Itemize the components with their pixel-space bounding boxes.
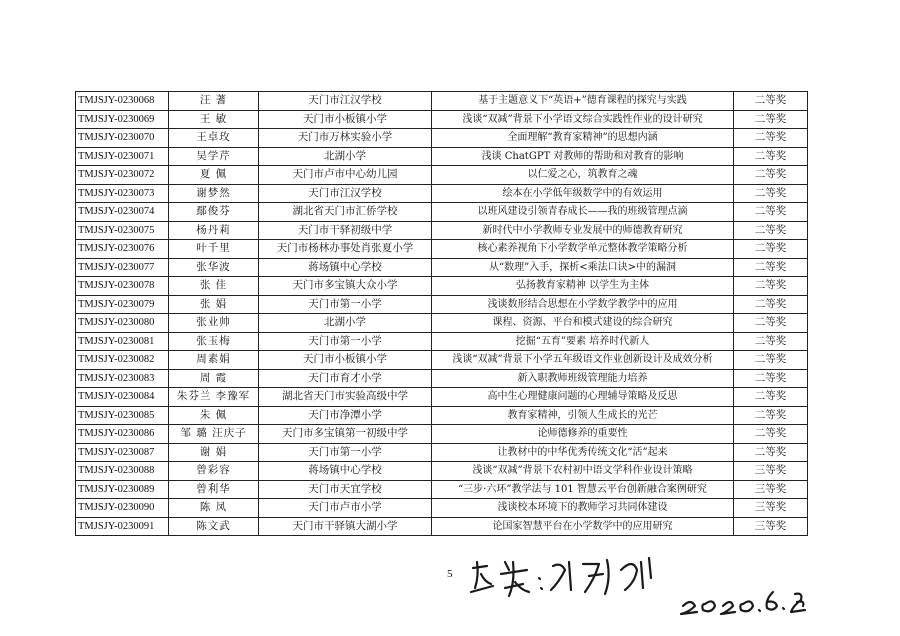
table-row xyxy=(76,425,808,444)
cell-paper-title: 浅谈数形结合思想在小学数学教学中的应用 xyxy=(432,295,734,314)
table-row xyxy=(76,480,808,499)
cell-author: 王卓玫 xyxy=(169,129,259,148)
cell-school: 天门市多宝镇大众小学 xyxy=(259,277,432,296)
award-table xyxy=(75,91,808,536)
cell-paper-title: 全面理解“教育家精神”的思想内涵 xyxy=(432,129,734,148)
cell-id: TMJSJY-0230076 xyxy=(76,240,169,259)
cell-id: TMJSJY-0230074 xyxy=(76,203,169,222)
cell-id: TMJSJY-0230085 xyxy=(76,406,169,425)
cell-award: 二等奖 xyxy=(734,92,808,111)
cell-paper-title: 浅谈 ChatGPT 对教师的帮助和对教育的影响 xyxy=(432,147,734,166)
cell-award: 二等奖 xyxy=(734,295,808,314)
cell-school: 天门市小板镇小学 xyxy=(259,351,432,370)
cell-author: 朱 佩 xyxy=(169,406,259,425)
cell-author: 谢 娟 xyxy=(169,443,259,462)
table-row xyxy=(76,351,808,370)
table-row xyxy=(76,221,808,240)
handwritten-signature xyxy=(465,548,815,620)
cell-award: 二等奖 xyxy=(734,203,808,222)
cell-id: TMJSJY-0230069 xyxy=(76,110,169,129)
cell-author: 王 敏 xyxy=(169,110,259,129)
table-row xyxy=(76,295,808,314)
cell-school: 天门市第一小学 xyxy=(259,332,432,351)
cell-school: 天门市第一小学 xyxy=(259,443,432,462)
table-row xyxy=(76,443,808,462)
cell-award: 二等奖 xyxy=(734,388,808,407)
cell-author: 朱芬兰 李豫军 xyxy=(169,388,259,407)
cell-id: TMJSJY-0230080 xyxy=(76,314,169,333)
cell-school: 天门市卢市中心幼儿园 xyxy=(259,166,432,185)
cell-author: 邹 璐 汪庆子 xyxy=(169,425,259,444)
cell-award: 二等奖 xyxy=(734,369,808,388)
cell-paper-title: 让教材中的中华优秀传统文化“活”起来 xyxy=(432,443,734,462)
cell-paper-title: 挖掘“五育”要素 培养时代新人 xyxy=(432,332,734,351)
cell-award: 二等奖 xyxy=(734,184,808,203)
cell-id: TMJSJY-0230087 xyxy=(76,443,169,462)
cell-award: 三等奖 xyxy=(734,517,808,536)
cell-school: 北湖小学 xyxy=(259,147,432,166)
cell-school: 天门市万林实验小学 xyxy=(259,129,432,148)
cell-id: TMJSJY-0230072 xyxy=(76,166,169,185)
table-row xyxy=(76,166,808,185)
cell-author: 曾利华 xyxy=(169,480,259,499)
cell-author: 陈文武 xyxy=(169,517,259,536)
cell-paper-title: 基于主题意义下“英语+”德育课程的探究与实践 xyxy=(432,92,734,111)
cell-id: TMJSJY-0230078 xyxy=(76,277,169,296)
cell-school: 湖北省天门市实验高级中学 xyxy=(259,388,432,407)
cell-school: 天门市净潭小学 xyxy=(259,406,432,425)
cell-school: 天门市小板镇小学 xyxy=(259,110,432,129)
cell-award: 二等奖 xyxy=(734,443,808,462)
cell-author: 夏 佩 xyxy=(169,166,259,185)
cell-id: TMJSJY-0230089 xyxy=(76,480,169,499)
cell-award: 三等奖 xyxy=(734,480,808,499)
cell-school: 天门市卢市小学 xyxy=(259,499,432,518)
cell-author: 张华波 xyxy=(169,258,259,277)
cell-id: TMJSJY-0230079 xyxy=(76,295,169,314)
award-table-body xyxy=(76,92,808,536)
table-row xyxy=(76,240,808,259)
cell-school: 湖北省天门市汇侨学校 xyxy=(259,203,432,222)
cell-author: 周素娟 xyxy=(169,351,259,370)
page-number: 5 xyxy=(447,568,453,580)
cell-award: 二等奖 xyxy=(734,258,808,277)
cell-id: TMJSJY-0230075 xyxy=(76,221,169,240)
table-row xyxy=(76,110,808,129)
cell-paper-title: 绘本在小学低年级数学中的有效运用 xyxy=(432,184,734,203)
cell-author: 曾彩容 xyxy=(169,462,259,481)
cell-award: 二等奖 xyxy=(734,406,808,425)
cell-author: 鄢俊芬 xyxy=(169,203,259,222)
cell-author: 杨丹莉 xyxy=(169,221,259,240)
cell-award: 三等奖 xyxy=(734,462,808,481)
cell-author: 陈 凤 xyxy=(169,499,259,518)
cell-paper-title: 从“数理”入手，探析<乘法口诀>中的漏洞 xyxy=(432,258,734,277)
cell-paper-title: 浅谈校本环境下的教师学习共同体建设 xyxy=(432,499,734,518)
cell-paper-title: 课程、资源、平台和模式建设的综合研究 xyxy=(432,314,734,333)
cell-paper-title: 以仁爱之心，筑教育之魂 xyxy=(432,166,734,185)
cell-paper-title: “三步·六环”教学法与 101 智慧云平台创新融合案例研究 xyxy=(432,480,734,499)
cell-award: 二等奖 xyxy=(734,425,808,444)
cell-award: 二等奖 xyxy=(734,277,808,296)
table-row xyxy=(76,184,808,203)
cell-author: 张 娟 xyxy=(169,295,259,314)
cell-paper-title: 论师德修养的重要性 xyxy=(432,425,734,444)
cell-id: TMJSJY-0230086 xyxy=(76,425,169,444)
cell-id: TMJSJY-0230084 xyxy=(76,388,169,407)
cell-school: 天门市江汉学校 xyxy=(259,184,432,203)
cell-award: 二等奖 xyxy=(734,129,808,148)
cell-author: 张 佳 xyxy=(169,277,259,296)
cell-paper-title: 高中生心理健康问题的心理辅导策略及反思 xyxy=(432,388,734,407)
cell-id: TMJSJY-0230077 xyxy=(76,258,169,277)
cell-paper-title: 浅谈“双减”背景下小学语文综合实践性作业的设计研究 xyxy=(432,110,734,129)
cell-author: 汪 蓍 xyxy=(169,92,259,111)
cell-id: TMJSJY-0230068 xyxy=(76,92,169,111)
cell-award: 二等奖 xyxy=(734,221,808,240)
cell-award: 二等奖 xyxy=(734,332,808,351)
cell-school: 北湖小学 xyxy=(259,314,432,333)
cell-award: 二等奖 xyxy=(734,351,808,370)
cell-award: 二等奖 xyxy=(734,240,808,259)
cell-id: TMJSJY-0230091 xyxy=(76,517,169,536)
cell-id: TMJSJY-0230071 xyxy=(76,147,169,166)
cell-id: TMJSJY-0230073 xyxy=(76,184,169,203)
table-row xyxy=(76,277,808,296)
cell-award: 三等奖 xyxy=(734,499,808,518)
cell-id: TMJSJY-0230070 xyxy=(76,129,169,148)
cell-id: TMJSJY-0230088 xyxy=(76,462,169,481)
cell-author: 张业帅 xyxy=(169,314,259,333)
cell-school: 天门市江汉学校 xyxy=(259,92,432,111)
cell-school: 天门市第一小学 xyxy=(259,295,432,314)
table-row xyxy=(76,258,808,277)
cell-paper-title: 教育家精神，引领人生成长的光芒 xyxy=(432,406,734,425)
cell-paper-title: 核心素养视角下小学数学单元整体教学策略分析 xyxy=(432,240,734,259)
table-row xyxy=(76,92,808,111)
cell-id: TMJSJY-0230083 xyxy=(76,369,169,388)
cell-school: 天门市干驿镇大湖小学 xyxy=(259,517,432,536)
cell-author: 周 霞 xyxy=(169,369,259,388)
cell-school: 天门市干驿初级中学 xyxy=(259,221,432,240)
cell-award: 二等奖 xyxy=(734,166,808,185)
cell-school: 蒋场镇中心学校 xyxy=(259,462,432,481)
table-row xyxy=(76,388,808,407)
cell-paper-title: 新时代中小学教师专业发展中的师德教育研究 xyxy=(432,221,734,240)
cell-paper-title: 论国家智慧平台在小学数学中的应用研究 xyxy=(432,517,734,536)
cell-school: 天门市育才小学 xyxy=(259,369,432,388)
cell-school: 天门市多宝镇第一初级中学 xyxy=(259,425,432,444)
table-row xyxy=(76,129,808,148)
table-row xyxy=(76,314,808,333)
cell-id: TMJSJY-0230082 xyxy=(76,351,169,370)
cell-paper-title: 浅谈“双减”背景下农村初中语文学科作业设计策略 xyxy=(432,462,734,481)
table-row xyxy=(76,369,808,388)
cell-id: TMJSJY-0230090 xyxy=(76,499,169,518)
cell-award: 二等奖 xyxy=(734,147,808,166)
table-row xyxy=(76,203,808,222)
table-row xyxy=(76,332,808,351)
table-row xyxy=(76,499,808,518)
cell-school: 天门市天宜学校 xyxy=(259,480,432,499)
table-row xyxy=(76,517,808,536)
cell-paper-title: 以班风建设引领青春成长——我的班级管理点滴 xyxy=(432,203,734,222)
table-row xyxy=(76,406,808,425)
cell-school: 天门市杨林办事处肖张夏小学 xyxy=(259,240,432,259)
cell-author: 叶千里 xyxy=(169,240,259,259)
table-row xyxy=(76,147,808,166)
cell-author: 吴学芹 xyxy=(169,147,259,166)
cell-author: 张玉梅 xyxy=(169,332,259,351)
cell-author: 谢梦然 xyxy=(169,184,259,203)
cell-award: 二等奖 xyxy=(734,314,808,333)
cell-award: 二等奖 xyxy=(734,110,808,129)
cell-school: 蒋场镇中心学校 xyxy=(259,258,432,277)
cell-paper-title: 新入职教师班级管理能力培养 xyxy=(432,369,734,388)
cell-id: TMJSJY-0230081 xyxy=(76,332,169,351)
cell-paper-title: 浅谈“双减”背景下小学五年级语文作业创新设计及成效分析 xyxy=(432,351,734,370)
table-row xyxy=(76,462,808,481)
cell-paper-title: 弘扬教育家精神 以学生为主体 xyxy=(432,277,734,296)
